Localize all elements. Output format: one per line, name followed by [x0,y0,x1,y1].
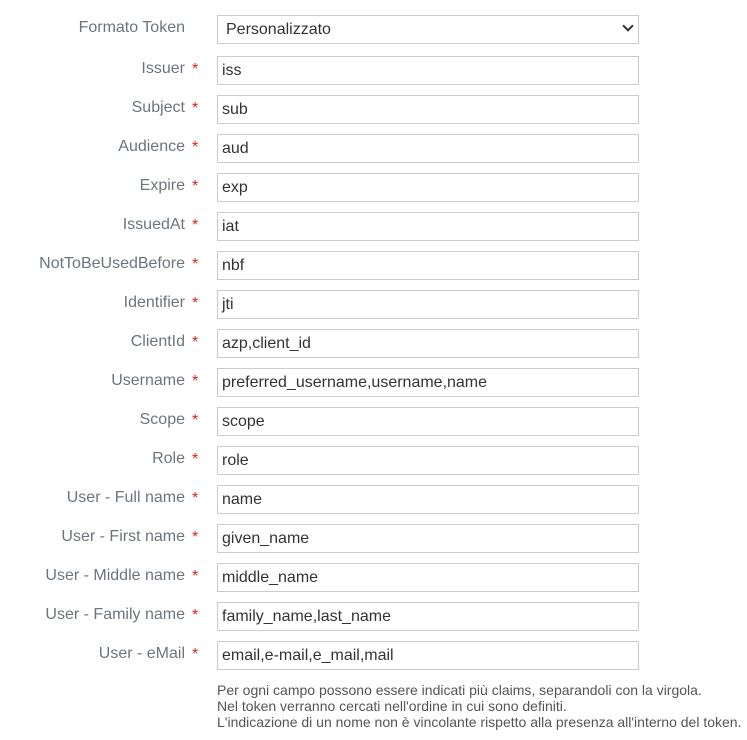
user-email-input[interactable]: email,e-mail,e_mail,mail [217,641,639,670]
required-asterisk: * [192,100,199,117]
field-row [0,173,747,202]
issuedat-label: IssuedAt [122,216,185,233]
field-row [0,563,747,592]
audience-label: Audience [118,138,185,155]
field-row [0,602,747,631]
required-asterisk: * [192,373,199,390]
field-row [0,212,747,241]
field-row [0,485,747,514]
token-format-row [0,15,747,44]
username-input[interactable]: preferred_username,username,name [217,368,639,397]
issuedat-input[interactable]: iat [217,212,639,241]
token-format-value: Personalizzato [226,21,331,38]
required-asterisk: * [192,61,199,78]
required-asterisk: * [192,295,199,312]
chevron-down-icon [622,20,633,31]
field-row [0,446,747,475]
required-asterisk: * [192,646,199,663]
user-first-name-input[interactable]: given_name [217,524,639,553]
field-row [0,56,747,85]
field-row [0,368,747,397]
help-text [217,682,741,730]
audience-input[interactable]: aud [217,134,639,163]
username-label: Username [111,372,185,389]
field-row [0,407,747,436]
subject-label: Subject [131,99,185,116]
field-row [0,251,747,280]
field-row [0,524,747,553]
help-line: Nel token verranno cercati nell'ordine in cui sono definiti. [217,698,567,714]
role-input[interactable]: role [217,446,639,475]
required-asterisk: * [192,139,199,156]
required-asterisk: * [192,568,199,585]
required-asterisk: * [192,178,199,195]
identifier-input[interactable]: jti [217,290,639,319]
token-format-select[interactable] [217,15,639,44]
required-asterisk: * [192,607,199,624]
field-row [0,95,747,124]
scope-label: Scope [139,411,185,428]
user-first-name-label: User - First name [61,528,185,545]
clientid-input[interactable]: azp,client_id [217,329,639,358]
issuer-input[interactable]: iss [217,56,639,85]
subject-input[interactable]: sub [217,95,639,124]
field-row [0,134,747,163]
user-full-name-input[interactable]: name [217,485,639,514]
user-middle-name-input[interactable]: middle_name [217,563,639,592]
user-email-label: User - eMail [98,645,185,662]
field-row [0,290,747,319]
required-asterisk: * [192,529,199,546]
required-asterisk: * [192,334,199,351]
user-full-name-label: User - Full name [66,489,185,506]
issuer-label: Issuer [141,60,185,77]
required-asterisk: * [192,217,199,234]
nottobeusedbefore-input[interactable]: nbf [217,251,639,280]
expire-input[interactable]: exp [217,173,639,202]
user-family-name-input[interactable]: family_name,last_name [217,602,639,631]
user-middle-name-label: User - Middle name [45,567,185,584]
required-asterisk: * [192,256,199,273]
clientid-label: ClientId [130,333,185,350]
field-row [0,641,747,670]
identifier-label: Identifier [123,294,185,311]
user-family-name-label: User - Family name [45,606,185,623]
nottobeusedbefore-label: NotToBeUsedBefore [39,255,185,272]
required-asterisk: * [192,490,199,507]
required-asterisk: * [192,451,199,468]
role-label: Role [152,450,185,467]
token-format-label: Formato Token [78,19,185,36]
help-line: Per ogni campo possono essere indicati più claims, separandoli con la virgola. [217,682,702,698]
required-asterisk: * [192,412,199,429]
field-row [0,329,747,358]
help-line: L'indicazione di un nome non è vincolante rispetto alla presenza all'interno del token. [217,714,742,730]
expire-label: Expire [139,177,185,194]
scope-input[interactable]: scope [217,407,639,436]
